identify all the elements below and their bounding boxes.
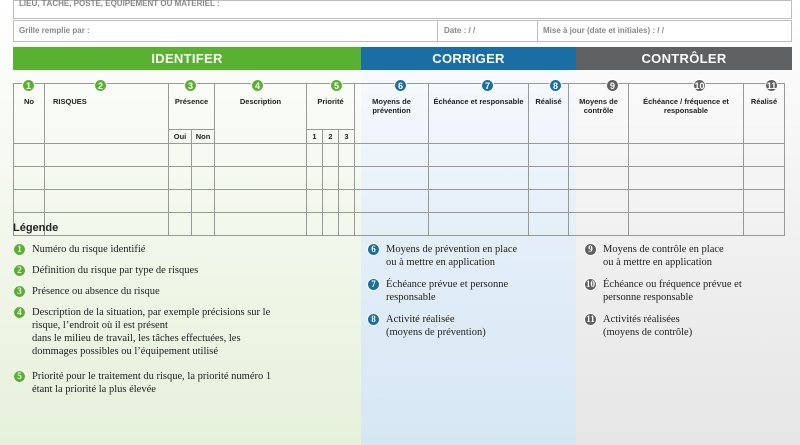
cell[interactable] <box>323 213 339 236</box>
cell[interactable] <box>569 190 629 213</box>
legend-line: Priorité pour le traitement du risque, la priorité numéro 1 <box>32 371 272 382</box>
col-priority: Priorité <box>307 84 355 130</box>
legend-text <box>32 370 271 396</box>
col-non: Non <box>192 130 215 144</box>
legend-badge-7: 7 <box>367 278 380 291</box>
cell[interactable] <box>629 144 744 167</box>
cell[interactable] <box>215 190 307 213</box>
cell[interactable] <box>192 213 215 236</box>
cell[interactable] <box>14 167 45 190</box>
cell[interactable] <box>339 190 355 213</box>
cell[interactable] <box>355 213 429 236</box>
cell[interactable] <box>529 144 569 167</box>
cell[interactable] <box>307 144 323 167</box>
badge-7: 7 <box>481 79 494 92</box>
col-presence: Présence <box>169 84 215 130</box>
legend-line: Description de la situation, par exemple précisions sur le <box>32 307 271 318</box>
legend-line: Échéance prévue et personne <box>386 279 509 290</box>
legend-line: Moyens de contrôle en place <box>603 244 724 255</box>
legend-line: ou à mettre en application <box>386 257 496 268</box>
col-risks: RISQUES <box>45 84 169 144</box>
location-label: LIEU, TÂCHE, POSTE, ÉQUIPEMENT OU MATÉRIEL : <box>19 0 220 8</box>
cell[interactable] <box>339 144 355 167</box>
col-control-means: Moyens de contrôle <box>569 84 629 144</box>
badge-3: 3 <box>184 79 197 92</box>
filled-by-label: Grille remplie par : <box>19 26 90 35</box>
legend-text <box>386 278 508 304</box>
legend-badge-9: 9 <box>584 243 597 256</box>
legend-badge-11: 11 <box>584 313 597 326</box>
cell[interactable] <box>323 167 339 190</box>
col-no: No <box>14 84 45 144</box>
cell[interactable] <box>307 167 323 190</box>
legend-badge-5: 5 <box>13 370 26 383</box>
table-row <box>14 144 785 167</box>
legend-text <box>32 285 160 298</box>
col-prevention: Moyens de prévention <box>355 84 429 144</box>
col-p2: 2 <box>323 130 339 144</box>
risk-table <box>13 83 785 236</box>
table-row <box>14 190 785 213</box>
cell[interactable] <box>339 167 355 190</box>
col-deadline: Échéance et responsable <box>429 84 529 144</box>
section-correct: CORRIGER <box>361 47 576 70</box>
table-row <box>14 167 785 190</box>
legend-line: Activité réalisée <box>386 314 455 325</box>
badge-10: 10 <box>694 80 705 91</box>
date-label: Date : / / <box>444 26 476 35</box>
badge-8: 8 <box>549 79 562 92</box>
cell[interactable] <box>569 213 629 236</box>
cell[interactable] <box>529 213 569 236</box>
cell[interactable] <box>355 144 429 167</box>
legend-line: risque, l’endroit où il est présent <box>32 320 168 331</box>
cell[interactable] <box>629 190 744 213</box>
cell[interactable] <box>339 213 355 236</box>
badge-9: 9 <box>606 79 619 92</box>
cell[interactable] <box>429 167 529 190</box>
cell[interactable] <box>192 190 215 213</box>
cell[interactable] <box>307 213 323 236</box>
cell[interactable] <box>355 167 429 190</box>
legend-badge-10: 10 <box>586 279 595 289</box>
badge-11: 11 <box>766 80 777 91</box>
legend-line: personne responsable <box>603 292 694 303</box>
cell[interactable] <box>744 144 785 167</box>
badge-6: 6 <box>394 79 407 92</box>
cell[interactable] <box>569 144 629 167</box>
cell[interactable] <box>45 144 169 167</box>
section-identify: IDENTIFER <box>13 47 361 70</box>
legend-line: Échéance ou fréquence prévue et <box>603 279 742 290</box>
cell[interactable] <box>45 213 169 236</box>
cell[interactable] <box>169 190 192 213</box>
col-deadline-frequency: Échéance / fréquence et responsable <box>629 84 744 144</box>
legend-badge-3: 3 <box>13 285 26 298</box>
legend-text <box>603 243 724 269</box>
legend-text <box>32 306 270 358</box>
location-field[interactable] <box>13 0 792 19</box>
cell[interactable] <box>569 167 629 190</box>
cell[interactable] <box>14 190 45 213</box>
legend-line: dommages possibles ou l’équipement utilisé <box>32 346 219 357</box>
legend-badge-1: 1 <box>13 243 26 256</box>
divider <box>537 21 538 41</box>
legend-text <box>32 243 145 256</box>
cell[interactable] <box>744 213 785 236</box>
col-done: Réalisé <box>529 84 569 144</box>
cell[interactable] <box>323 190 339 213</box>
cell[interactable] <box>215 144 307 167</box>
update-label: Mise à jour (date et initiales) : / / <box>543 26 664 35</box>
legend-line: Présence ou absence du risque <box>32 286 160 297</box>
cell[interactable] <box>529 190 569 213</box>
col-p3: 3 <box>339 130 355 144</box>
cell[interactable] <box>192 144 215 167</box>
legend-line: responsable <box>386 292 436 303</box>
cell[interactable] <box>14 144 45 167</box>
legend-line: (moyens de prévention) <box>386 327 486 338</box>
cell[interactable] <box>169 213 192 236</box>
cell[interactable] <box>215 213 307 236</box>
cell[interactable] <box>629 213 744 236</box>
cell[interactable] <box>45 167 169 190</box>
badge-5: 5 <box>330 79 343 92</box>
legend-text <box>386 313 486 339</box>
cell[interactable] <box>323 144 339 167</box>
cell[interactable] <box>307 190 323 213</box>
col-oui: Oui <box>169 130 192 144</box>
legend-text <box>32 264 198 277</box>
legend-line: ou à mettre en application <box>603 257 713 268</box>
legend-line: Moyens de prévention en place <box>386 244 518 255</box>
legend-title: Légende <box>13 222 59 234</box>
legend-badge-4: 4 <box>13 306 26 319</box>
legend-line: étant la priorité la plus élevée <box>32 384 156 395</box>
cell[interactable] <box>355 190 429 213</box>
cell[interactable] <box>169 167 192 190</box>
cell[interactable] <box>529 167 569 190</box>
col-description: Description <box>215 84 307 144</box>
cell[interactable] <box>429 213 529 236</box>
legend-line: Numéro du risque identifié <box>32 244 146 255</box>
badge-4: 4 <box>251 79 264 92</box>
col-done-control: Réalisé <box>744 84 785 144</box>
legend-line: Activités réalisées <box>603 314 680 325</box>
table-row <box>14 213 785 236</box>
legend-text <box>603 278 742 304</box>
section-control: CONTRÔLER <box>576 47 792 70</box>
legend-badge-6: 6 <box>367 243 380 256</box>
cell[interactable] <box>629 167 744 190</box>
badge-1: 1 <box>22 79 35 92</box>
legend-line: Définition du risque par type de risques <box>32 265 199 276</box>
legend-badge-8: 8 <box>367 313 380 326</box>
legend-line: dans le milieu de travail, les tâches effectuées, les <box>32 333 241 344</box>
cell[interactable] <box>192 167 215 190</box>
cell[interactable] <box>215 167 307 190</box>
col-p1: 1 <box>307 130 323 144</box>
info-row <box>13 20 792 42</box>
badge-2: 2 <box>94 79 107 92</box>
legend-text <box>386 243 517 269</box>
cell[interactable] <box>45 190 169 213</box>
legend-badge-2: 2 <box>13 264 26 277</box>
legend-text <box>603 313 692 339</box>
cell[interactable] <box>744 190 785 213</box>
legend-line: (moyens de contrôle) <box>603 327 693 338</box>
cell[interactable] <box>429 144 529 167</box>
cell[interactable] <box>169 144 192 167</box>
cell[interactable] <box>429 190 529 213</box>
divider <box>437 21 438 41</box>
cell[interactable] <box>744 167 785 190</box>
